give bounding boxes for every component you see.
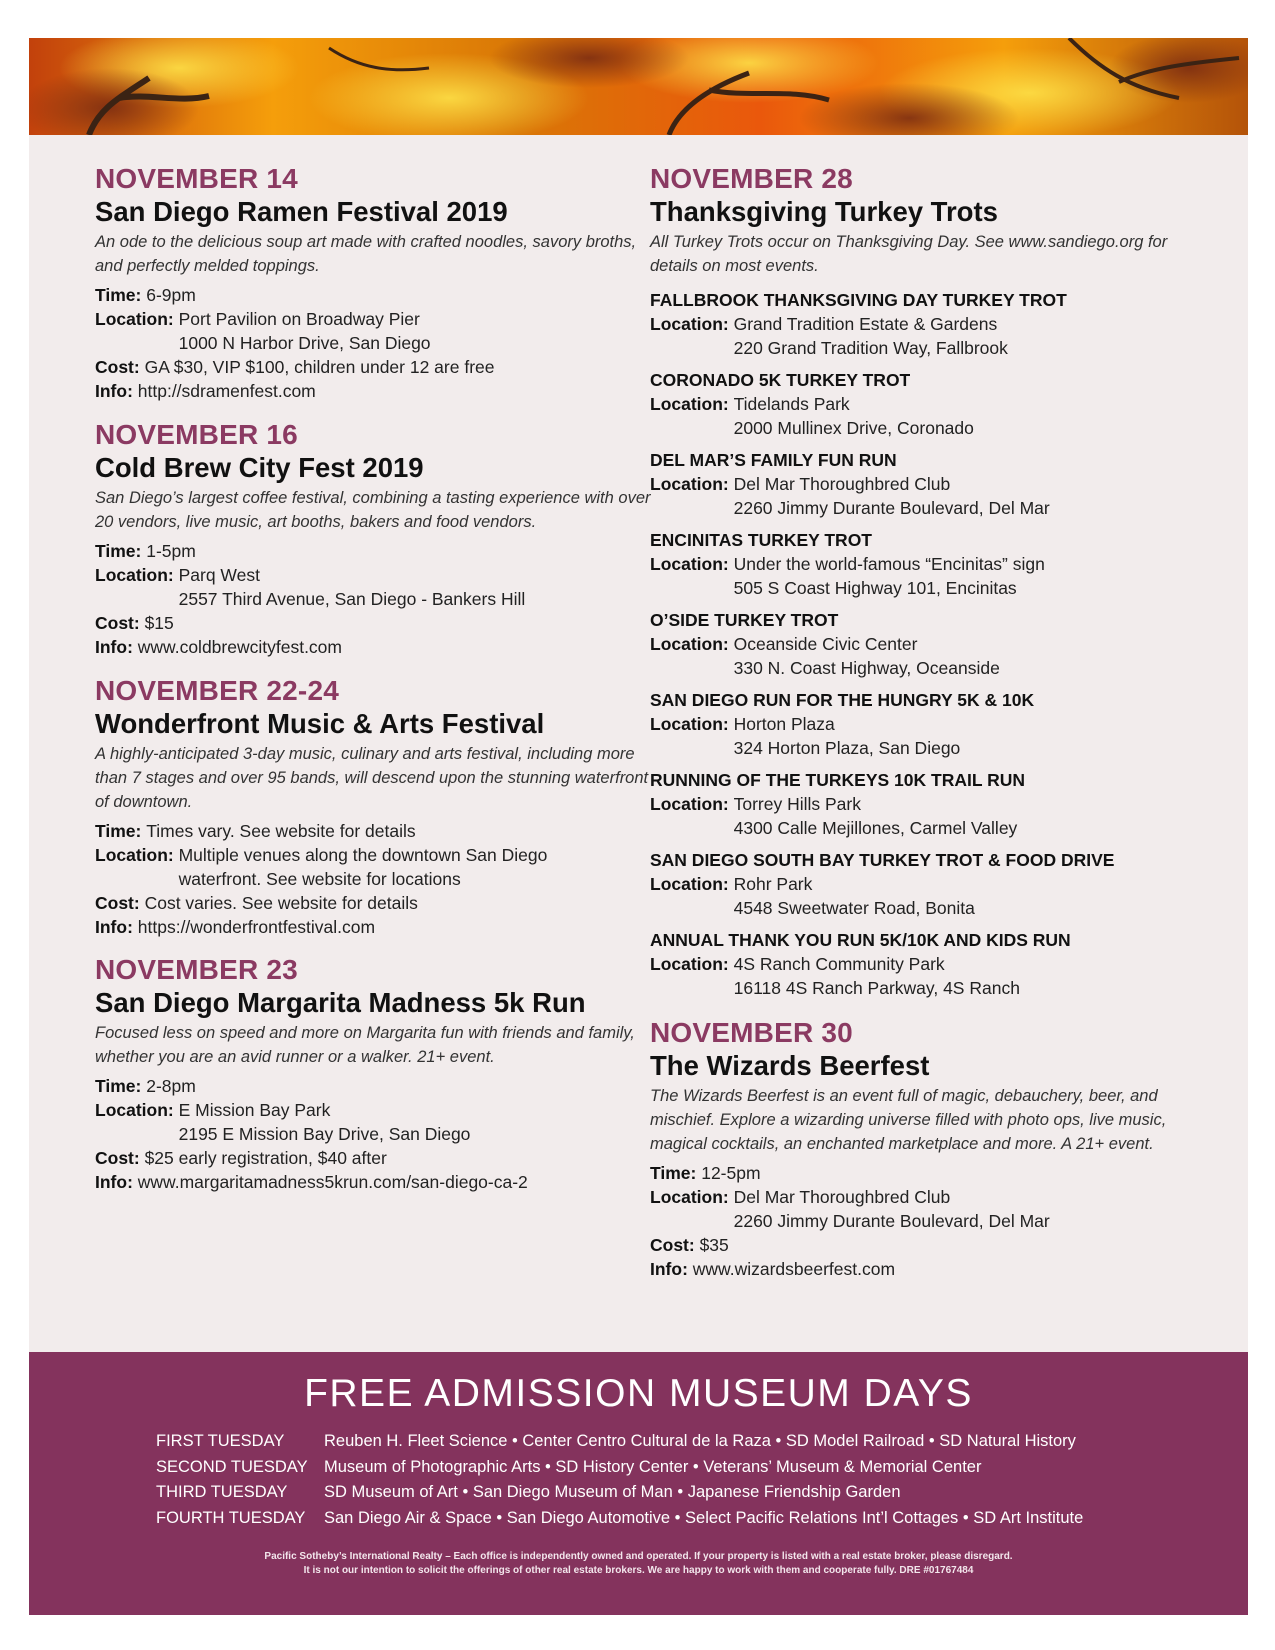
time-label: Time: xyxy=(95,541,147,561)
museum-days-table xyxy=(156,1429,1156,1531)
event-description: An ode to the delicious soup art made with crafted noodles, savory broths, and perfectly melded toppings. xyxy=(95,233,637,275)
trot-name: ANNUAL THANK YOU RUN 5K/10K AND KIDS RUN xyxy=(650,930,1071,950)
event-title: Cold Brew City Fest 2019 xyxy=(95,452,424,483)
location-value: Oceanside Civic Center xyxy=(733,634,918,654)
location-label: Location: xyxy=(650,794,734,814)
event-title: San Diego Ramen Festival 2019 xyxy=(95,196,508,227)
event-title: Wonderfront Music & Arts Festival xyxy=(95,708,545,739)
location-address: waterfront. See website for locations xyxy=(178,869,461,889)
location-address: 505 S Coast Highway 101, Encinitas xyxy=(733,578,1017,598)
cost-label: Cost: xyxy=(650,1235,700,1255)
location-value: Horton Plaza xyxy=(733,714,835,734)
event-info-row xyxy=(650,1257,1210,1281)
time-value: 6-9pm xyxy=(146,285,196,305)
disclaimer-line-2: It is not our intention to solicit the offerings of other real estate brokers. We are happy to work with them and cooperate fully. DRE #01767484 xyxy=(303,1565,974,1576)
location-address: 16118 4S Ranch Parkway, 4S Ranch xyxy=(733,978,1020,998)
location-label: Location: xyxy=(650,714,734,734)
location-value: Under the world-famous “Encinitas” sign xyxy=(733,554,1045,574)
event-title: San Diego Margarita Madness 5k Run xyxy=(95,987,586,1018)
event-turkey-trots xyxy=(650,163,1210,1008)
info-label: Info: xyxy=(650,1259,693,1279)
disclaimer xyxy=(29,1550,1248,1578)
event-info-row xyxy=(95,915,655,939)
location-address: 2557 Third Avenue, San Diego - Bankers Hill xyxy=(178,589,526,609)
event-info-row xyxy=(95,635,655,659)
location-label: Location: xyxy=(95,1100,179,1120)
location-address: 2260 Jimmy Durante Boulevard, Del Mar xyxy=(733,1211,1050,1231)
event-date: NOVEMBER 23 xyxy=(95,954,298,985)
disclaimer-line-1: Pacific Sotheby’s International Realty – Each office is independently owned and operated. If your property is listed with a real estate broker, please disregard. xyxy=(264,1551,1013,1562)
turkey-trot-item xyxy=(650,768,1210,840)
location-address: 4548 Sweetwater Road, Bonita xyxy=(733,898,975,918)
museum-row xyxy=(156,1429,1156,1455)
trot-name: SAN DIEGO RUN FOR THE HUNGRY 5K & 10K xyxy=(650,690,1035,710)
location-value: Del Mar Thoroughbred Club xyxy=(733,474,951,494)
info-label: Info: xyxy=(95,637,138,657)
event-info-row xyxy=(95,379,655,403)
cost-label: Cost: xyxy=(95,1148,145,1168)
info-link[interactable]: www.wizardsbeerfest.com xyxy=(692,1259,896,1279)
location-address: 324 Horton Plaza, San Diego xyxy=(733,738,961,758)
event-time-row xyxy=(95,539,655,563)
trot-name: O’SIDE TURKEY TROT xyxy=(650,610,839,630)
event-wonderfront-festival xyxy=(95,675,655,939)
info-link[interactable]: www.coldbrewcityfest.com xyxy=(137,637,342,657)
cost-value: GA $30, VIP $100, children under 12 are free xyxy=(144,357,495,377)
location-value: Port Pavilion on Broadway Pier xyxy=(178,309,420,329)
event-title: The Wizards Beerfest xyxy=(650,1050,930,1081)
location-value: Tidelands Park xyxy=(733,394,850,414)
autumn-foliage-banner xyxy=(29,38,1248,135)
event-cold-brew-fest xyxy=(95,419,655,659)
location-value: E Mission Bay Park xyxy=(178,1100,331,1120)
event-info-row xyxy=(95,1170,655,1194)
event-wizards-beerfest xyxy=(650,1017,1210,1281)
time-value: 12-5pm xyxy=(701,1163,761,1183)
info-label: Info: xyxy=(95,917,138,937)
event-location-row xyxy=(650,1185,1210,1233)
location-label: Location: xyxy=(650,474,734,494)
event-time-row xyxy=(650,1161,1210,1185)
trot-name: ENCINITAS TURKEY TROT xyxy=(650,530,872,550)
location-address: 330 N. Coast Highway, Oceanside xyxy=(733,658,1000,678)
museum-list: Museum of Photographic Arts • SD History Center • Veterans’ Museum & Memorial Center xyxy=(324,1457,982,1476)
event-time-row xyxy=(95,819,655,843)
event-date: NOVEMBER 28 xyxy=(650,163,853,194)
events-panel xyxy=(29,135,1248,1352)
trot-name: SAN DIEGO SOUTH BAY TURKEY TROT & FOOD DRIVE xyxy=(650,850,1115,870)
location-label: Location: xyxy=(650,1187,734,1207)
location-value: 4S Ranch Community Park xyxy=(733,954,945,974)
cost-label: Cost: xyxy=(95,357,145,377)
museum-list: San Diego Air & Space • San Diego Automotive • Select Pacific Relations Int’l Cottages • SD Art Institute xyxy=(324,1508,1084,1527)
location-label: Location: xyxy=(95,845,179,865)
info-link[interactable]: www.margaritamadness5krun.com/san-diego-ca-2 xyxy=(137,1172,528,1192)
event-date: NOVEMBER 30 xyxy=(650,1017,853,1048)
time-label: Time: xyxy=(95,1076,147,1096)
info-link[interactable]: https://wonderfrontfestival.com xyxy=(137,917,376,937)
location-address: 2195 E Mission Bay Drive, San Diego xyxy=(178,1124,471,1144)
museum-day: FIRST TUESDAY xyxy=(156,1432,285,1450)
time-label: Time: xyxy=(650,1163,702,1183)
trot-name: DEL MAR’S FAMILY FUN RUN xyxy=(650,450,897,470)
turkey-trot-item xyxy=(650,688,1210,760)
cost-value: Cost varies. See website for details xyxy=(144,893,418,913)
event-description: Focused less on speed and more on Margarita fun with friends and family, whether you are an avid runner or a walker. 21+ event. xyxy=(95,1024,635,1066)
event-date: NOVEMBER 14 xyxy=(95,163,298,194)
time-label: Time: xyxy=(95,821,147,841)
location-value: Del Mar Thoroughbred Club xyxy=(733,1187,951,1207)
turkey-trot-item xyxy=(650,608,1210,680)
event-time-row xyxy=(95,1074,655,1098)
location-label: Location: xyxy=(95,565,179,585)
event-cost-row xyxy=(95,891,655,915)
location-value: Multiple venues along the downtown San Diego xyxy=(178,845,548,865)
event-cost-row xyxy=(95,1146,655,1170)
cost-value: $15 xyxy=(144,613,174,633)
location-label: Location: xyxy=(650,954,734,974)
event-location-row xyxy=(95,563,655,611)
museum-days-title: FREE ADMISSION MUSEUM DAYS xyxy=(304,1372,973,1415)
event-description: The Wizards Beerfest is an event full of magic, debauchery, beer, and mischief. Explore a wizarding universe filled with photo ops, live music, magical cocktails, an enchanted marketplace and more. A 21+ event. xyxy=(650,1087,1167,1153)
time-value: 2-8pm xyxy=(146,1076,196,1096)
trot-name: FALLBROOK THANKSGIVING DAY TURKEY TROT xyxy=(650,290,1067,310)
event-location-row xyxy=(95,1098,655,1146)
trot-name: RUNNING OF THE TURKEYS 10K TRAIL RUN xyxy=(650,770,1025,790)
time-label: Time: xyxy=(95,285,147,305)
museum-day: THIRD TUESDAY xyxy=(156,1483,288,1501)
event-ramen-festival xyxy=(95,163,655,403)
museum-list: SD Museum of Art • San Diego Museum of Man • Japanese Friendship Garden xyxy=(324,1483,901,1501)
cost-value: $35 xyxy=(699,1235,729,1255)
location-address: 1000 N Harbor Drive, San Diego xyxy=(178,333,431,353)
museum-row xyxy=(156,1455,1156,1481)
location-label: Location: xyxy=(650,874,734,894)
foliage-image xyxy=(29,38,1248,135)
turkey-trot-item xyxy=(650,528,1210,600)
turkey-trot-item xyxy=(650,928,1210,1000)
location-label: Location: xyxy=(650,554,734,574)
cost-label: Cost: xyxy=(95,613,145,633)
location-label: Location: xyxy=(95,309,179,329)
event-cost-row xyxy=(95,355,655,379)
event-date: NOVEMBER 22-24 xyxy=(95,675,339,706)
location-label: Location: xyxy=(650,314,734,334)
location-value: Parq West xyxy=(178,565,260,585)
location-label: Location: xyxy=(650,634,734,654)
event-description: A highly-anticipated 3-day music, culinary and arts festival, including more than 7 stages and over 95 bands, will descend upon the stunning waterfront of downtown. xyxy=(95,745,649,811)
location-address: 2260 Jimmy Durante Boulevard, Del Mar xyxy=(733,498,1050,518)
event-margarita-madness xyxy=(95,954,655,1194)
museum-day: SECOND TUESDAY xyxy=(156,1457,308,1476)
event-date: NOVEMBER 16 xyxy=(95,419,298,450)
info-link[interactable]: http://sdramenfest.com xyxy=(137,381,316,401)
event-time-row xyxy=(95,283,655,307)
info-label: Info: xyxy=(95,381,138,401)
event-cost-row xyxy=(650,1233,1210,1257)
time-value: 1-5pm xyxy=(146,541,196,561)
location-address: 220 Grand Tradition Way, Fallbrook xyxy=(733,338,1008,358)
event-cost-row xyxy=(95,611,655,635)
turkey-trot-item xyxy=(650,848,1210,920)
event-location-row xyxy=(95,843,655,891)
turkey-trot-item xyxy=(650,448,1210,520)
info-label: Info: xyxy=(95,1172,138,1192)
event-location-row xyxy=(95,307,655,355)
location-value: Torrey Hills Park xyxy=(733,794,861,814)
location-address: 2000 Mullinex Drive, Coronado xyxy=(733,418,974,438)
turkey-trot-item xyxy=(650,288,1210,360)
event-title: Thanksgiving Turkey Trots xyxy=(650,196,998,227)
event-description: San Diego’s largest coffee festival, combining a tasting experience with over 20 vendors, live music, art booths, bakers and food vendors. xyxy=(95,489,651,531)
museum-list: Reuben H. Fleet Science • Center Centro Cultural de la Raza • SD Model Railroad • SD Natural History xyxy=(324,1432,1076,1450)
museum-day: FOURTH TUESDAY xyxy=(156,1508,306,1527)
museum-row xyxy=(156,1506,1156,1532)
location-value: Rohr Park xyxy=(733,874,813,894)
event-description: All Turkey Trots occur on Thanksgiving Day. See www.sandiego.org for details on most events. xyxy=(650,233,1168,275)
museum-days-footer xyxy=(29,1352,1248,1615)
trot-name: CORONADO 5K TURKEY TROT xyxy=(650,370,911,390)
museum-row xyxy=(156,1480,1156,1506)
cost-label: Cost: xyxy=(95,893,145,913)
location-address: 4300 Calle Mejillones, Carmel Valley xyxy=(733,818,1018,838)
turkey-trot-item xyxy=(650,368,1210,440)
location-value: Grand Tradition Estate & Gardens xyxy=(733,314,998,334)
time-value: Times vary. See website for details xyxy=(146,821,416,841)
cost-value: $25 early registration, $40 after xyxy=(144,1148,387,1168)
location-label: Location: xyxy=(650,394,734,414)
